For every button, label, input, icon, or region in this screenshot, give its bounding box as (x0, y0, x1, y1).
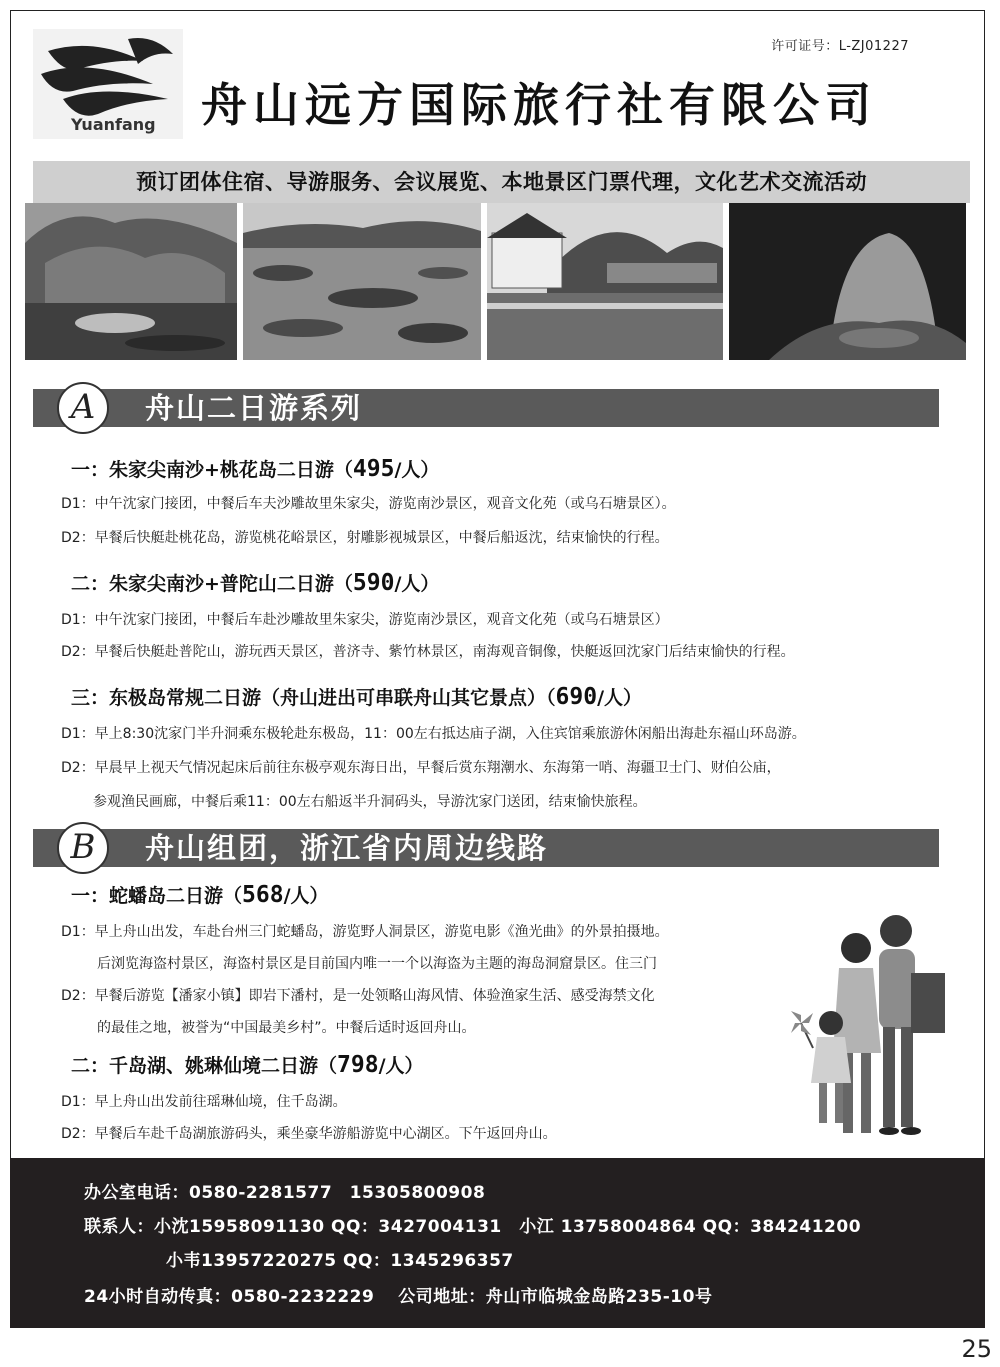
family-walking-icon (771, 913, 961, 1153)
route-a3-price: 690 (555, 684, 598, 710)
route-a2-price: 590 (352, 570, 395, 596)
route-b1-day2: D2：早餐后游览【潘家小镇】即岩下潘村，是一处领略山海风情、体验渔家生活、感受海禁文化 (61, 988, 655, 1004)
route-a3-day2: D2：早晨早上视天气情况起床后前往东极亭观东海日出，早餐后赏东翔潮水、东海第一哨、海疆卫士门、财伯公庙， (61, 760, 781, 776)
route-b2-price: 798 (337, 1052, 379, 1078)
contact-footer (10, 1158, 985, 1328)
route-b1-day1-cont: 后浏览海盗村景区，海盗村景区是目前国内唯一一个以海盗为主题的海岛洞窟景区。住三门 (97, 956, 657, 972)
section-b-title: 舟山组团，浙江省内周边线路 (145, 831, 549, 865)
route-b1-day2-cont: 的最佳之地，被誉为“中国最美乡村”。中餐后适时返回舟山。 (97, 1020, 476, 1036)
route-b2-title: 二：千岛湖、姚琳仙境二日游（798/人） (71, 1052, 424, 1078)
license-number: 许可证号：L-ZJ01227 (771, 39, 909, 54)
contact-line-1: 联系人：小沈15958091130 QQ：3427004131 小江 13758004864 QQ：384241200 (84, 1217, 862, 1237)
route-a1-price: 495 (352, 456, 395, 482)
section-a-header (33, 389, 939, 427)
route-a2-day1: D1：中午沈家门接团，中餐后车赴沙雕故里朱家尖，游览南沙景区，观音文化苑（或乌石塘景区） (61, 612, 669, 628)
route-a2-title: 二：朱家尖南沙+普陀山二日游（590/人） (71, 570, 440, 596)
advertisement-page (10, 10, 985, 1328)
photo-village-river (487, 203, 723, 360)
logo-text: Yuanfang (71, 115, 156, 134)
family-illustration (771, 913, 961, 1153)
section-a-title: 舟山二日游系列 (145, 391, 363, 425)
route-a3-day1: D1：早上8:30沈家门半升洞乘东极轮赴东极岛，11：00左右抵达庙子湖，入住宾馆乘旅游休闲船出海赴东福山环岛游。 (61, 726, 806, 742)
photo-rock-cliffs (25, 203, 237, 360)
fax-and-address: 24小时自动传真：0580-2232229 公司地址：舟山市临城金岛路235-10号 (84, 1287, 713, 1307)
route-a2-day2: D2：早餐后快艇赴普陀山，游玩西天景区，普济寺、紫竹林景区，南海观音铜像，快艇返回沈家门后结束愉快的行程。 (61, 644, 795, 660)
section-a-badge: A (57, 382, 109, 434)
route-a1-day2: D2：早餐后快艇赴桃花岛，游览桃花峪景区，射雕影视城景区，中餐后船返沈，结束愉快的行程。 (61, 530, 669, 546)
route-b2-day1: D1：早上舟山出发前往瑶琳仙境，住千岛湖。 (61, 1094, 347, 1110)
route-a1-day1: D1：中午沈家门接团，中餐后车夫沙雕故里朱家尖，游览南沙景区，观音文化苑（或乌石塘景区）。 (61, 496, 676, 512)
route-b1-title: 一：蛇蟠岛二日游（568/人） (71, 882, 329, 908)
services-banner: 预订团体住宿、导游服务、会议展览、本地景区门票代理，文化艺术交流活动 (33, 161, 970, 203)
route-a1-title: 一：朱家尖南沙+桃花岛二日游（495/人） (71, 456, 440, 482)
route-b1-price: 568 (242, 882, 284, 908)
route-a3-day2-cont: 参观渔民画廊，中餐后乘11：00左右船返半升洞码头，导游沈家门送团，结束愉快旅程。 (93, 794, 647, 810)
photo-islands-lake (243, 203, 481, 360)
route-a3-title: 三：东极岛常规二日游（舟山进出可串联舟山其它景点）（690/人） (71, 684, 643, 710)
photo-strip (25, 203, 966, 360)
section-b-header (33, 829, 939, 867)
route-b2-day2: D2：早餐后车赴千岛湖旅游码头，乘坐豪华游船游览中心湖区。下午返回舟山。 (61, 1126, 557, 1142)
photo-cave (729, 203, 966, 360)
company-name: 舟山远方国际旅行社有限公司 (201, 78, 877, 132)
office-phone: 办公室电话：0580-2281577 15305800908 (84, 1183, 486, 1203)
route-b1-day1: D1：早上舟山出发，车赴台州三门蛇蟠岛，游览野人洞景区，游览电影《渔光曲》的外景拍摄地。 (61, 924, 669, 940)
section-b-badge: B (57, 822, 109, 874)
page-number: 25 (961, 1335, 992, 1363)
contact-line-2: 小韦13957220275 QQ：1345296357 (166, 1251, 514, 1271)
